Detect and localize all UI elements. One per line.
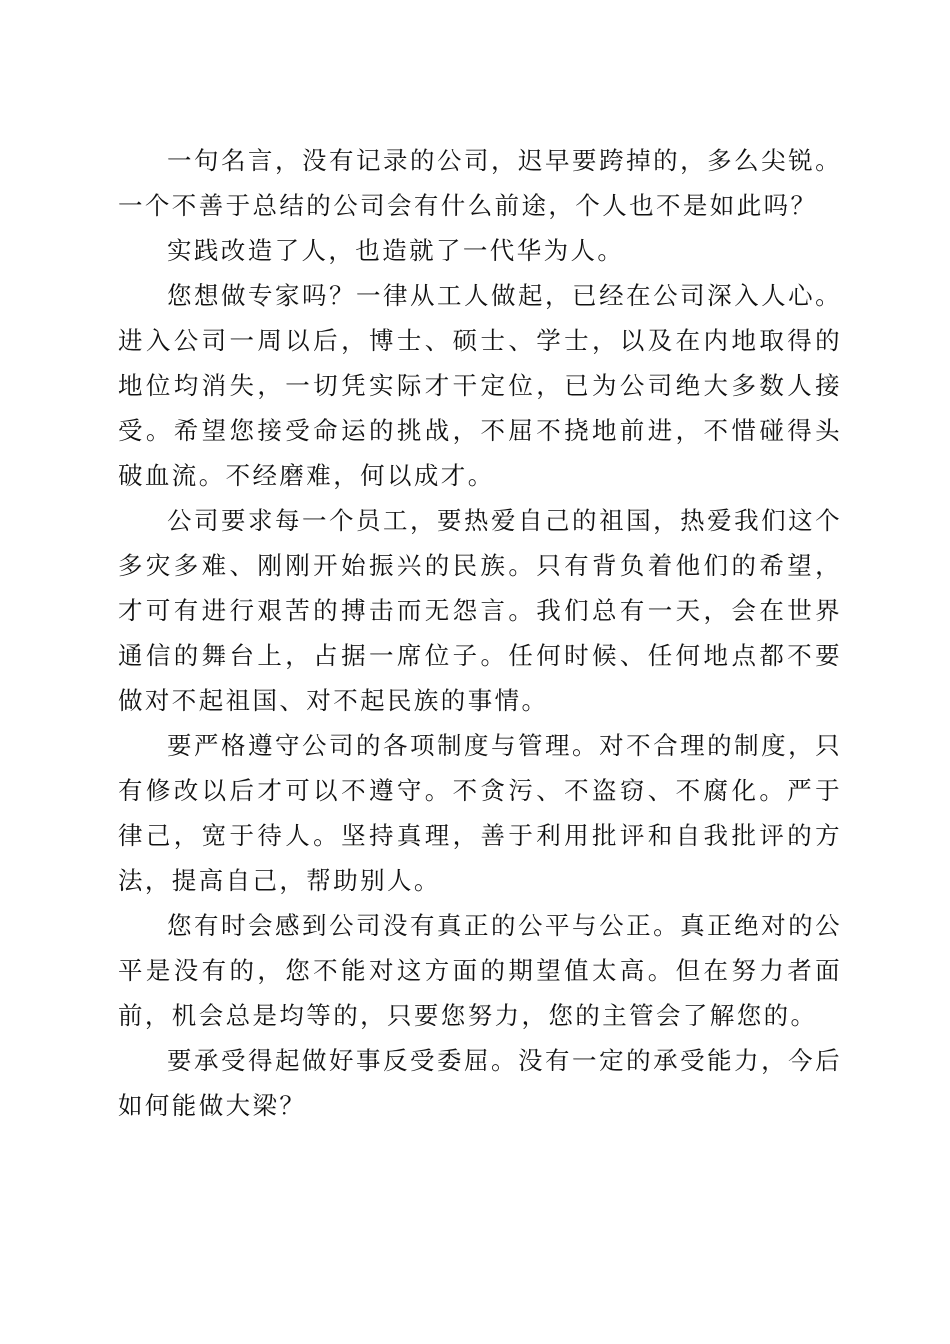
paragraph: 一句名言，没有记录的公司，迟早要跨掉的，多么尖锐。一个不善于总结的公司会有什么前途，个人也不是如此吗？ <box>118 146 842 220</box>
paragraph: 要承受得起做好事反受委屈。没有一定的承受能力，今后如何能做大梁？ <box>118 1046 842 1120</box>
paragraph: 要严格遵守公司的各项制度与管理。对不合理的制度，只有修改以后才可以不遵守。不贪污、不盗窃、不腐化。严于律己，宽于待人。坚持真理，善于利用批评和自我批评的方法，提高自己，帮助别人。 <box>118 731 842 895</box>
document-body <box>118 138 842 1128</box>
paragraph: 您想做专家吗？一律从工人做起，已经在公司深入人心。进入公司一周以后，博士、硕士、学士，以及在内地取得的地位均消失，一切凭实际才干定位，已为公司绝大多数人接受。希望您接受命运的挑战，不屈不挠地前进，不惜碰得头破血流。不经磨难，何以成才。 <box>118 281 842 490</box>
paragraph: 实践改造了人，也造就了一代华为人。 <box>167 236 625 265</box>
paragraph: 公司要求每一个员工，要热爱自己的祖国，热爱我们这个多灾多难、刚刚开始振兴的民族。只有背负着他们的希望，才可有进行艰苦的搏击而无怨言。我们总有一天，会在世界通信的舞台上，占据一席位子。任何时候、任何地点都不要做对不起祖国、对不起民族的事情。 <box>118 506 842 715</box>
paragraph: 您有时会感到公司没有真正的公平与公正。真正绝对的公平是没有的，您不能对这方面的期望值太高。但在努力者面前，机会总是均等的，只要您努力，您的主管会了解您的。 <box>118 911 842 1030</box>
